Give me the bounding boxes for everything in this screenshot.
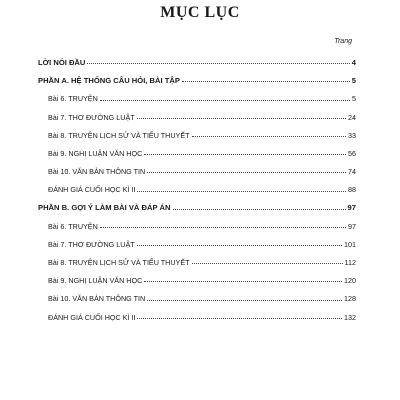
toc-entry-label: ĐÁNH GIÁ CUỐI HỌC KÌ II: [48, 185, 136, 195]
toc-page-number: 5: [351, 75, 356, 85]
toc-entry-label: Bài 9. NGHỊ LUẬN VĂN HỌC: [48, 148, 143, 158]
dot-leader: [144, 153, 346, 155]
dot-leader: [192, 262, 343, 264]
table-of-contents: [38, 51, 356, 324]
toc-page-number: 97: [347, 203, 356, 213]
dot-leader: [137, 190, 346, 192]
toc-entry-label: Bài 7. THƠ ĐƯỜNG LUẬT: [48, 112, 135, 122]
toc-section-entry[interactable]: [38, 51, 356, 69]
dot-leader: [137, 244, 342, 246]
toc-entry-label: LỜI NÓI ĐẦU: [38, 57, 86, 67]
page-title: MỤC LỤC: [160, 4, 240, 21]
toc-entry[interactable]: [38, 287, 356, 305]
toc-page-number: 132: [344, 312, 356, 322]
toc-entry[interactable]: [38, 142, 356, 160]
toc-page-number: 112: [344, 258, 356, 268]
toc-entry[interactable]: [38, 87, 356, 105]
dot-leader: [173, 208, 346, 210]
toc-entry-label: ĐÁNH GIÁ CUỐI HỌC KÌ II: [48, 312, 136, 322]
toc-entry-label: Bài 8. TRUYỆN LỊCH SỬ VÀ TIỂU THUYẾT: [48, 130, 190, 140]
dot-leader: [182, 80, 350, 82]
toc-entry-label: Bài 10. VĂN BẢN THÔNG TIN: [48, 294, 146, 304]
page-column-label: Trang: [334, 38, 352, 45]
toc-entry-label: PHẦN B. GỢI Ý LÀM BÀI VÀ ĐÁP ÁN: [38, 203, 171, 213]
toc-entry-label: Bài 9. NGHỊ LUẬN VĂN HỌC: [48, 276, 143, 286]
toc-page-number: 101: [344, 239, 356, 249]
toc-page-number: 24: [348, 112, 356, 122]
toc-entry[interactable]: [38, 251, 356, 269]
dot-leader: [144, 280, 342, 282]
toc-entry[interactable]: [38, 106, 356, 124]
toc-page-number: 5: [352, 94, 356, 104]
dot-leader: [147, 171, 346, 173]
toc-page-number: 74: [348, 167, 356, 177]
dot-leader: [137, 117, 346, 119]
toc-entry-label: Bài 10. VĂN BẢN THÔNG TIN: [48, 167, 146, 177]
toc-entry[interactable]: [38, 160, 356, 178]
toc-entry[interactable]: [38, 215, 356, 233]
toc-entry-label: Bài 7. THƠ ĐƯỜNG LUẬT: [48, 239, 135, 249]
toc-page-number: 120: [344, 276, 356, 286]
toc-page-number: 56: [348, 148, 356, 158]
toc-entry-label: Bài 8. TRUYỆN LỊCH SỬ VÀ TIỂU THUYẾT: [48, 258, 190, 268]
toc-entry-label: Bài 6. TRUYỆN: [48, 221, 98, 231]
dot-leader: [137, 317, 342, 319]
toc-section-entry[interactable]: [38, 69, 356, 87]
toc-page-number: 33: [348, 130, 356, 140]
dot-leader: [192, 135, 346, 137]
dot-leader: [100, 226, 346, 228]
toc-entry[interactable]: [38, 306, 356, 324]
toc-entry-label: Bài 6. TRUYỆN: [48, 94, 98, 104]
toc-entry-label: PHẦN A. HỆ THỐNG CÂU HỎI, BÀI TẬP: [38, 75, 180, 85]
dot-leader: [147, 299, 342, 301]
toc-entry[interactable]: [38, 124, 356, 142]
toc-entry[interactable]: [38, 233, 356, 251]
toc-page-number: 97: [348, 221, 356, 231]
toc-entry[interactable]: [38, 269, 356, 287]
toc-page-number: 88: [348, 185, 356, 195]
toc-page-number: 4: [351, 57, 356, 67]
toc-page-number: 128: [344, 294, 356, 304]
dot-leader: [100, 99, 350, 101]
toc-section-entry[interactable]: [38, 197, 356, 215]
dot-leader: [87, 62, 349, 64]
toc-entry[interactable]: [38, 178, 356, 196]
